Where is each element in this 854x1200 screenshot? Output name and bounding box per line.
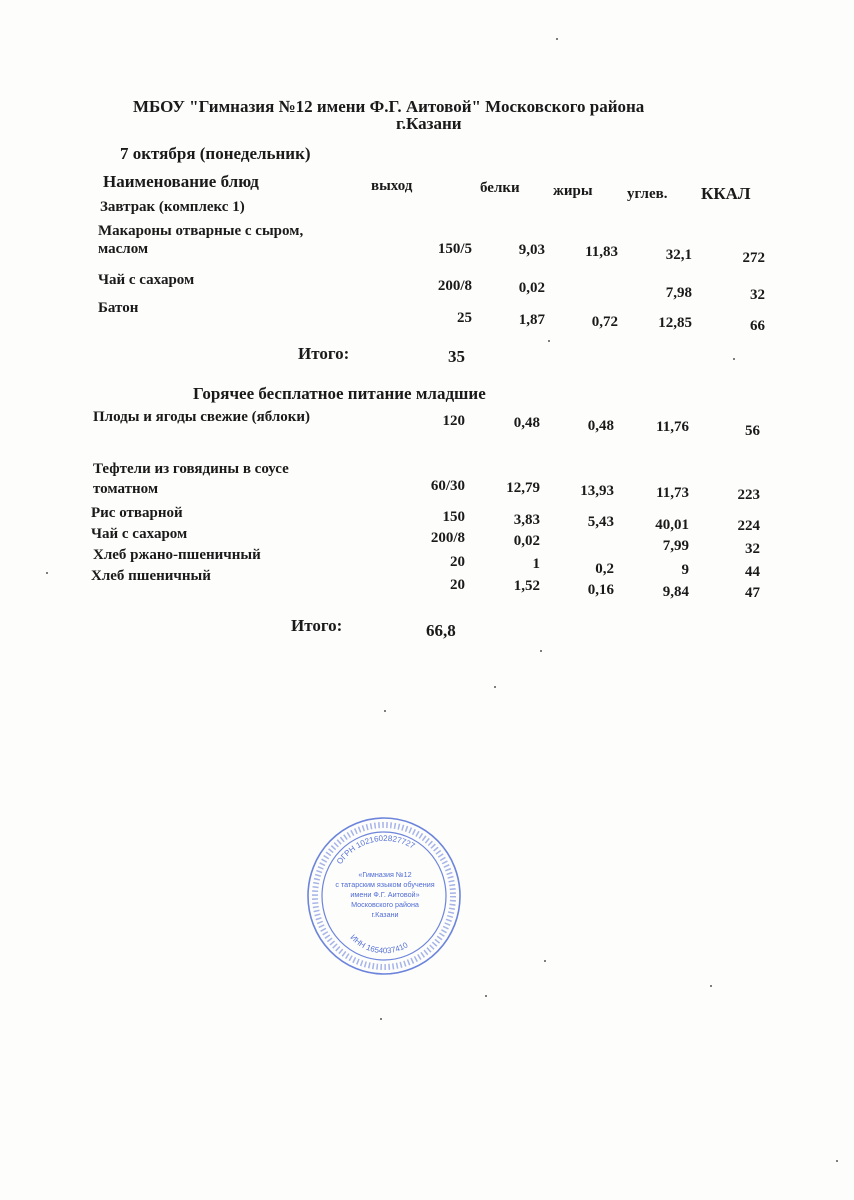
dish-yield: 150 (442, 509, 465, 525)
dish-yield: 200/8 (430, 530, 465, 546)
breakfast-heading: Завтрак (комплекс 1) (100, 199, 245, 215)
dish-name: Чай с сахаром (91, 526, 188, 542)
stamp-inn-text: ИНН 1654037410 (348, 932, 410, 956)
dish-kcal: 66 (750, 318, 765, 334)
scan-speck (548, 340, 550, 342)
dish-kcal: 272 (742, 250, 765, 266)
document-title-line1: МБОУ "Гимназия №12 имени Ф.Г. Аитовой" Московского района (133, 97, 645, 116)
dish-kcal: 224 (737, 518, 760, 534)
dish-kcal: 32 (750, 287, 765, 303)
scan-speck (556, 38, 558, 40)
dish-carbs: 11,73 (656, 485, 689, 501)
dish-fat: 13,93 (580, 483, 614, 499)
stamp-line: Московского района (351, 900, 419, 909)
column-header-name: Наименование блюд (103, 172, 259, 191)
column-header-protein: белки (480, 180, 520, 196)
column-header-fat: жиры (553, 183, 593, 199)
dish-carbs: 7,99 (662, 538, 689, 554)
scan-speck (733, 358, 735, 360)
dish-protein: 1 (532, 556, 540, 572)
dish-protein: 1,87 (518, 312, 545, 328)
dish-kcal: 47 (745, 585, 760, 601)
dish-fat: 0,48 (587, 418, 614, 434)
dish-name: Батон (98, 300, 139, 316)
dish-kcal: 56 (745, 423, 760, 439)
dish-name: Рис отварной (91, 505, 183, 521)
dish-kcal: 223 (737, 487, 760, 503)
scan-speck (710, 985, 712, 987)
hot-meal-heading: Горячее бесплатное питание младшие (193, 384, 486, 403)
dish-fat: 0,16 (587, 582, 614, 598)
dish-yield: 20 (450, 577, 465, 593)
dish-name: Чай с сахаром (98, 272, 195, 288)
dish-yield: 25 (457, 310, 472, 326)
dish-kcal: 44 (745, 564, 760, 580)
column-header-yield: выход (371, 178, 413, 194)
stamp-line: г.Казани (371, 910, 399, 919)
scan-speck (494, 686, 496, 688)
svg-text:ИНН 1654037410 (348, 933, 409, 956)
dish-name: Хлеб ржано-пшеничный (93, 547, 261, 563)
scan-speck (380, 1018, 382, 1020)
menu-date: 7 октября (понедельник) (120, 144, 311, 163)
stamp-ogrn-text: ОГРН 1021602827727 (334, 833, 417, 866)
dish-carbs: 12,85 (658, 315, 692, 331)
dish-protein: 0,48 (513, 415, 540, 431)
dish-fat: 11,83 (585, 244, 618, 260)
scan-speck (384, 710, 386, 712)
dish-name: Плоды и ягоды свежие (яблоки) (93, 409, 311, 425)
column-header-kcal: ККАЛ (701, 184, 751, 203)
stamp-line: «Гимназия №12 (358, 870, 412, 879)
breakfast-total-value: 35 (448, 347, 465, 366)
official-stamp (305, 815, 463, 977)
column-header-carbs: углев. (627, 186, 668, 202)
dish-yield: 200/8 (437, 278, 472, 294)
dish-name-cont: томатном (93, 481, 159, 497)
scan-speck (544, 960, 546, 962)
dish-carbs: 9,84 (662, 584, 689, 600)
dish-kcal: 32 (745, 541, 760, 557)
breakfast-total-label: Итого: (298, 344, 350, 363)
hot-meal-total-label: Итого: (291, 616, 343, 635)
dish-fat: 0,2 (595, 561, 614, 577)
dish-protein: 0,02 (518, 280, 545, 296)
scan-speck (485, 995, 487, 997)
stamp-line: с татарским языком обучения (335, 880, 435, 889)
hot-meal-total-value: 66,8 (426, 621, 456, 640)
dish-carbs: 40,01 (655, 517, 689, 533)
dish-name-cont: маслом (98, 241, 149, 257)
dish-yield: 150/5 (437, 241, 472, 257)
dish-fat: 0,72 (591, 314, 618, 330)
dish-protein: 12,79 (506, 480, 540, 496)
dish-protein: 9,03 (518, 242, 545, 258)
dish-protein: 1,52 (513, 578, 540, 594)
dish-fat: 5,43 (587, 514, 614, 530)
stamp-line: имени Ф.Г. Аитовой» (350, 890, 420, 899)
dish-protein: 3,83 (513, 512, 540, 528)
dish-carbs: 9 (681, 562, 689, 578)
dish-carbs: 7,98 (665, 285, 692, 301)
dish-yield: 20 (450, 554, 465, 570)
scan-speck (46, 572, 48, 574)
dish-name: Тефтели из говядины в соусе (93, 461, 289, 477)
document-title-line2: г.Казани (396, 114, 462, 133)
dish-name: Хлеб пшеничный (91, 568, 211, 584)
scan-speck (540, 650, 542, 652)
dish-yield: 60/30 (430, 478, 465, 494)
dish-protein: 0,02 (513, 533, 540, 549)
dish-yield: 120 (442, 413, 465, 429)
scan-speck (836, 1160, 838, 1162)
dish-carbs: 11,76 (656, 419, 689, 435)
dish-carbs: 32,1 (665, 247, 692, 263)
dish-name: Макароны отварные с сыром, (98, 223, 304, 239)
